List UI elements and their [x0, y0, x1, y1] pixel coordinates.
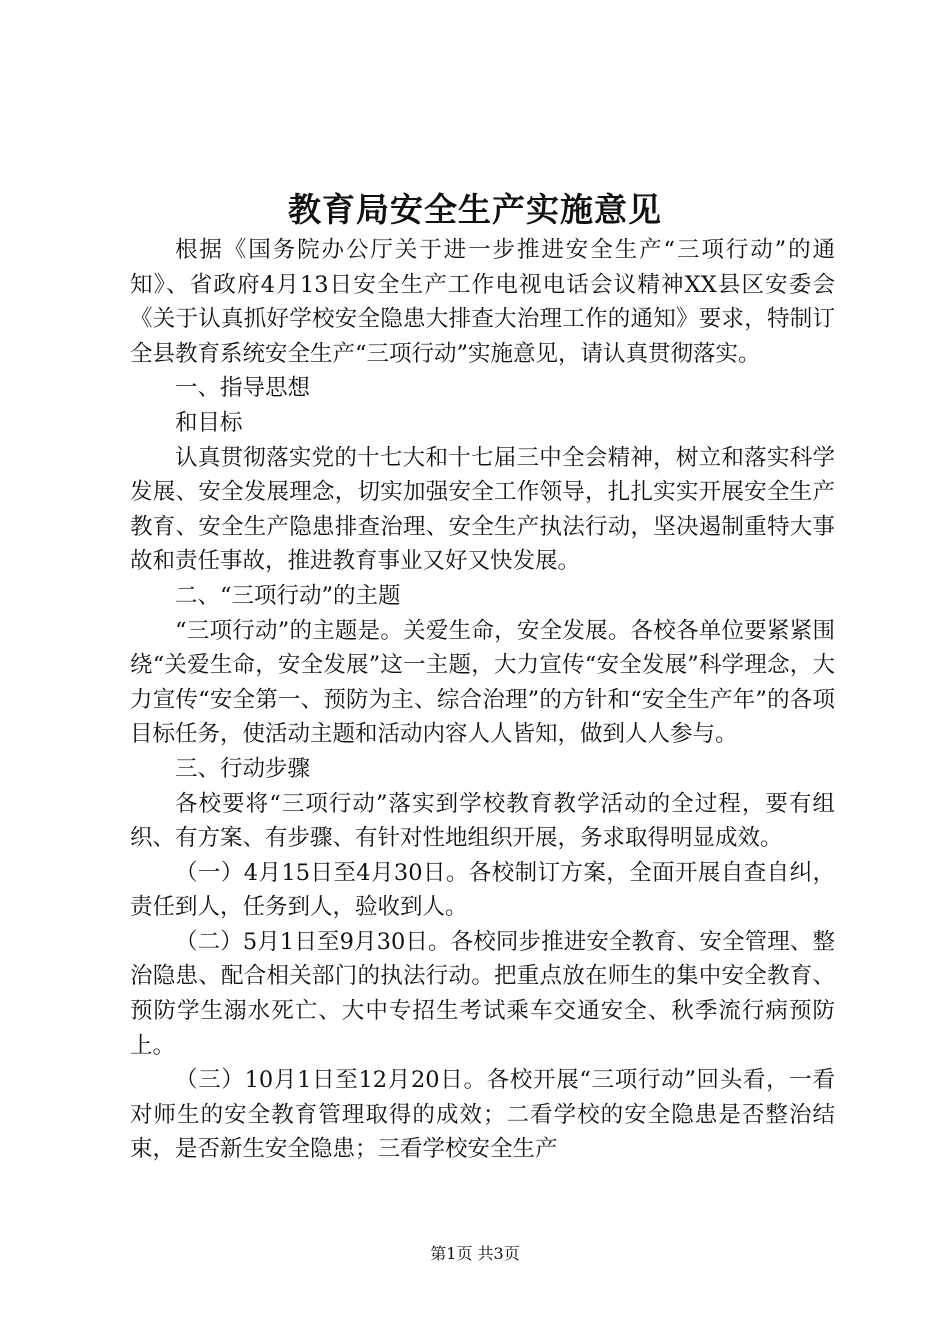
paragraph-step-2: （二）5月1日至9月30日。各校同步推进安全教育、安全管理、整治隐患、配合相关部门的执法行动。把重点放在师生的集中安全教育、预防学生溺水死亡、大中专招生考试乘车交通安全、秋季流行病预防上。: [130, 928, 835, 1059]
paragraph-step-3: （三）10月1日至12月20日。各校开展“三项行动”回头看，一看对师生的安全教育管理取得的成效；二看学校的安全隐患是否整治结束，是否新生安全隐患；三看学校安全生产: [130, 1067, 835, 1163]
paragraph-action-steps: 各校要将“三项行动”落实到学校教育教学活动的全过程，要有组织、有方案、有步骤、有针对性地组织开展，务求取得明显成效。: [130, 790, 835, 852]
document-body: [130, 233, 835, 1167]
paragraph-step-1: （一）4月15日至4月30日。各校制订方案，全面开展自查自纠，责任到人，任务到人，验收到人。: [130, 859, 835, 921]
heading-theme: 二、“三项行动”的主题: [175, 582, 401, 609]
paragraph-guiding-thought: 认真贯彻落实党的十七大和十七届三中全会精神，树立和落实科学发展、安全发展理念，切实加强安全工作领导，扎扎实实开展安全生产教育、安全生产隐患排查治理、安全生产执法行动，坚决遏制重特大事故和责任事故，推进教育事业又好又快发展。: [130, 444, 835, 575]
heading-guiding-thought: 一、指导思想: [175, 375, 311, 402]
document-title: 教育局安全生产实施意见: [288, 190, 662, 229]
heading-action-steps: 三、行动步骤: [175, 755, 311, 782]
page-number-footer: 第1页 共3页: [430, 1244, 520, 1263]
paragraph-intro: 根据《国务院办公厅关于进一步推进安全生产“三项行动”的通知》、省政府4月13日安全生产工作电视电话会议精神XX县区安委会《关于认真抓好学校安全隐患大排查大治理工作的通知》要求，特制订全县教育系统安全生产“三项行动”实施意见，请认真贯彻落实。: [130, 237, 835, 367]
heading-guiding-thought-cont: 和目标: [175, 409, 243, 436]
paragraph-theme: “三项行动”的主题是。关爱生命，安全发展。各校各单位要紧紧围绕“关爱生命，安全发展”这一主题，大力宣传“安全发展”科学理念，大力宣传“安全第一、预防为主、综合治理”的方针和“安全生产年”的各项目标任务，使活动主题和活动内容人人皆知，做到人人参与。: [130, 617, 835, 748]
